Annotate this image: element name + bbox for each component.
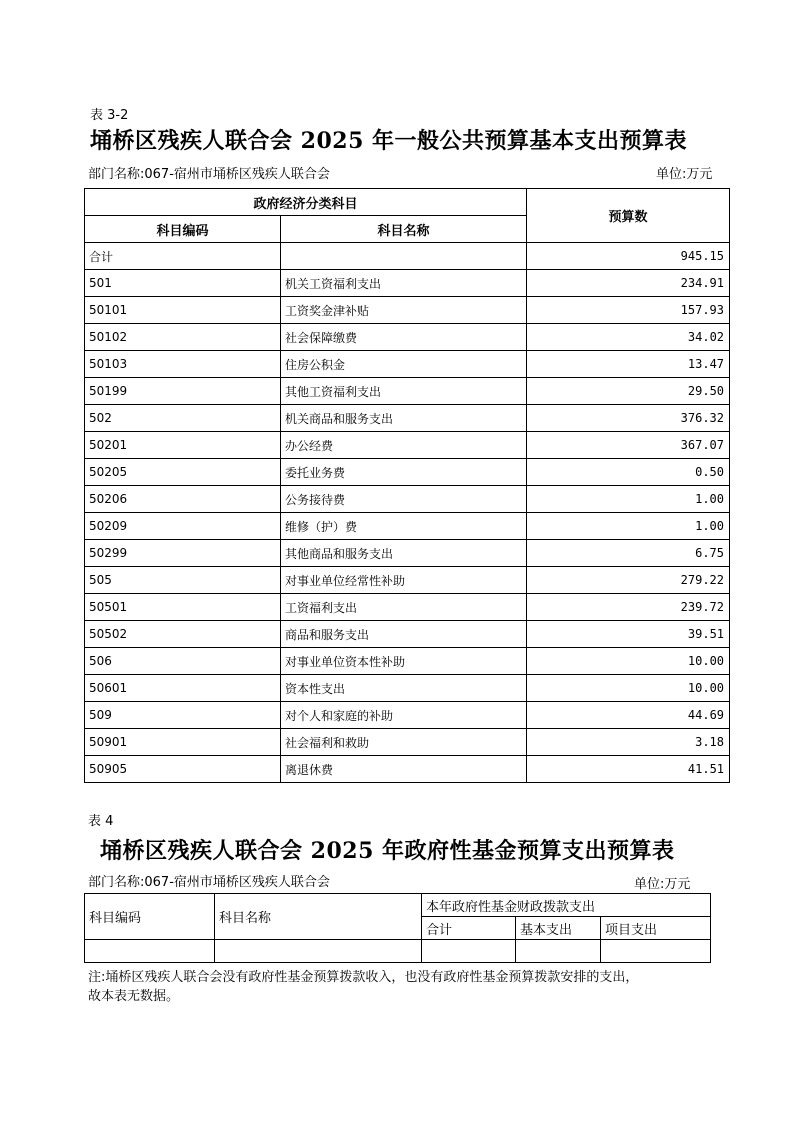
row-code: 505	[85, 567, 281, 594]
table1-dept: 部门名称:067-宿州市埇桥区残疾人联合会	[88, 167, 330, 182]
table-row	[85, 675, 730, 702]
row-name: 其他工资福利支出	[281, 378, 527, 405]
row-name: 资本性支出	[281, 675, 527, 702]
table-row	[85, 405, 730, 432]
row-amount: 157.93	[527, 297, 730, 324]
budget-table	[84, 188, 730, 783]
row-amount: 6.75	[527, 540, 730, 567]
fund-empty-cell	[601, 940, 711, 963]
row-name: 办公经费	[281, 432, 527, 459]
table2-label: 表 4	[88, 814, 114, 829]
row-amount: 367.07	[527, 432, 730, 459]
row-code: 50901	[85, 729, 281, 756]
row-code: 506	[85, 648, 281, 675]
row-name: 机关工资福利支出	[281, 270, 527, 297]
row-amount: 44.69	[527, 702, 730, 729]
table-row	[85, 756, 730, 783]
fund-table	[84, 893, 711, 963]
table-row	[85, 324, 730, 351]
fund-note-line1: 注:埇桥区残疾人联合会没有政府性基金预算拨款收入，也没有政府性基金预算拨款安排的支出，	[88, 970, 639, 985]
row-code: 50101	[85, 297, 281, 324]
row-code: 合计	[85, 243, 281, 270]
row-amount: 10.00	[527, 648, 730, 675]
row-name: 机关商品和服务支出	[281, 405, 527, 432]
row-amount: 1.00	[527, 486, 730, 513]
table-row	[85, 729, 730, 756]
row-name: 商品和服务支出	[281, 621, 527, 648]
row-name: 其他商品和服务支出	[281, 540, 527, 567]
row-code: 509	[85, 702, 281, 729]
row-amount: 3.18	[527, 729, 730, 756]
row-name: 对事业单位经常性补助	[281, 567, 527, 594]
fund-header-name: 科目名称	[215, 894, 422, 940]
fund-empty-cell	[422, 940, 516, 963]
fund-header-code: 科目编码	[85, 894, 215, 940]
table-row	[85, 702, 730, 729]
table-row	[85, 378, 730, 405]
table-row	[85, 243, 730, 270]
row-code: 50905	[85, 756, 281, 783]
row-code: 50103	[85, 351, 281, 378]
row-amount: 13.47	[527, 351, 730, 378]
row-name: 公务接待费	[281, 486, 527, 513]
row-code: 50601	[85, 675, 281, 702]
table2-title: 埇桥区残疾人联合会 2025 年政府性基金预算支出预算表	[100, 838, 675, 864]
row-name: 委托业务费	[281, 459, 527, 486]
header-budget: 预算数	[527, 189, 730, 243]
row-code: 502	[85, 405, 281, 432]
fund-note	[88, 968, 638, 1006]
table-row	[85, 594, 730, 621]
table2-unit: 单位:万元	[634, 877, 691, 892]
table1-label: 表 3-2	[90, 108, 129, 123]
table-row	[85, 297, 730, 324]
row-amount: 1.00	[527, 513, 730, 540]
header-code: 科目编码	[85, 216, 281, 243]
row-amount: 29.50	[527, 378, 730, 405]
row-name: 住房公积金	[281, 351, 527, 378]
row-amount: 41.51	[527, 756, 730, 783]
row-name: 维修（护）费	[281, 513, 527, 540]
row-amount: 234.91	[527, 270, 730, 297]
row-amount: 0.50	[527, 459, 730, 486]
header-name: 科目名称	[281, 216, 527, 243]
fund-empty-cell	[85, 940, 215, 963]
table1-title: 埇桥区残疾人联合会 2025 年一般公共预算基本支出预算表	[90, 128, 688, 154]
table-row	[85, 351, 730, 378]
row-code: 50299	[85, 540, 281, 567]
row-amount: 945.15	[527, 243, 730, 270]
table1-unit: 单位:万元	[656, 167, 713, 182]
table-row	[85, 621, 730, 648]
row-amount: 34.02	[527, 324, 730, 351]
table-row	[85, 567, 730, 594]
row-code: 50206	[85, 486, 281, 513]
row-code: 50501	[85, 594, 281, 621]
row-amount: 239.72	[527, 594, 730, 621]
fund-note-line2: 故本表无数据。	[88, 989, 180, 1004]
fund-header-basic: 基本支出	[516, 917, 601, 940]
fund-empty-cell	[215, 940, 422, 963]
row-name: 离退休费	[281, 756, 527, 783]
fund-header-project: 项目支出	[601, 917, 711, 940]
fund-empty-cell	[516, 940, 601, 963]
table-row	[85, 513, 730, 540]
table2-dept: 部门名称:067-宿州市埇桥区残疾人联合会	[88, 875, 330, 890]
row-amount: 279.22	[527, 567, 730, 594]
row-name: 对事业单位资本性补助	[281, 648, 527, 675]
row-name: 工资福利支出	[281, 594, 527, 621]
table-row	[85, 270, 730, 297]
row-amount: 39.51	[527, 621, 730, 648]
row-name: 社会保障缴费	[281, 324, 527, 351]
row-name: 工资奖金津补贴	[281, 297, 527, 324]
header-group: 政府经济分类科目	[85, 189, 527, 216]
row-code: 50201	[85, 432, 281, 459]
table-row	[85, 648, 730, 675]
row-code: 50199	[85, 378, 281, 405]
row-name: 社会福利和救助	[281, 729, 527, 756]
row-code: 50102	[85, 324, 281, 351]
row-code: 50502	[85, 621, 281, 648]
row-amount: 376.32	[527, 405, 730, 432]
row-amount: 10.00	[527, 675, 730, 702]
table-row	[85, 432, 730, 459]
fund-header-total: 合计	[422, 917, 516, 940]
table-row	[85, 459, 730, 486]
row-code: 50209	[85, 513, 281, 540]
table-row	[85, 486, 730, 513]
table-row	[85, 540, 730, 567]
row-code: 501	[85, 270, 281, 297]
fund-header-group: 本年政府性基金财政拨款支出	[422, 894, 711, 917]
row-name: 对个人和家庭的补助	[281, 702, 527, 729]
row-code: 50205	[85, 459, 281, 486]
row-name	[281, 243, 527, 270]
